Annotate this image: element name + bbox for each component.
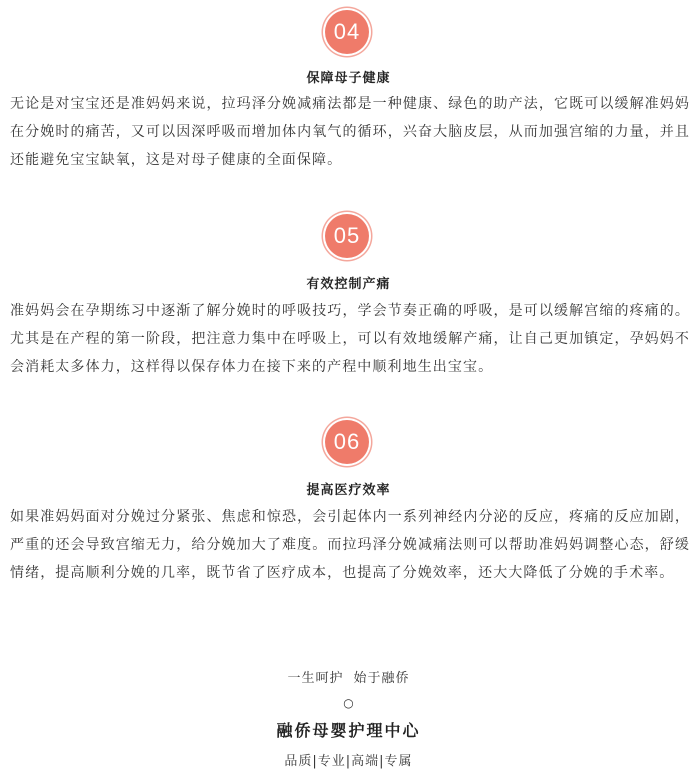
section-number: 05: [333, 223, 361, 248]
section-body: 如果准妈妈面对分娩过分紧张、焦虑和惊恐，会引起体内一系列神经内分泌的反应，疼痛的反应加剧，严重的还会导致宫缩无力，给分娩加大了难度。而拉玛泽分娩减痛法则可以帮助准妈妈调整心态，舒缓情绪，提高顺利分娩的几率，既节省了医疗成本，也提高了分娩效率，还大大降低了分娩的手术率。: [10, 509, 690, 581]
slogan-left: 一生呵护: [287, 671, 344, 686]
section-number-badge: [325, 10, 369, 54]
section-title: 保障母子健康: [306, 71, 391, 86]
section-number-badge: [325, 420, 369, 464]
footer-brand: 融侨母婴护理中心: [276, 721, 421, 740]
section-number-badge: [325, 214, 369, 258]
section-title: 提高医疗效率: [306, 483, 391, 498]
slogan-right: 始于融侨: [353, 671, 410, 686]
footer-separator: ○: [343, 696, 354, 710]
section-number: 06: [333, 429, 361, 454]
section-number: 04: [333, 19, 361, 44]
section-body: 准妈妈会在孕期练习中逐渐了解分娩时的呼吸技巧，学会节奏正确的呼吸，是可以缓解宫缩的疼痛的。尤其是在产程的第一阶段，把注意力集中在呼吸上，可以有效地缓解产痛，让自己更加镇定，孕妈妈不会消耗太多体力，这样得以保存体力在接下来的产程中顺利地生出宝宝。: [10, 303, 690, 375]
section-body: 无论是对宝宝还是准妈妈来说，拉玛泽分娩减痛法都是一种健康、绿色的助产法，它既可以缓解准妈妈在分娩时的痛苦，又可以因深呼吸而增加体内氧气的循环，兴奋大脑皮层，从而加强宫缩的力量，并且还能避免宝宝缺氧，这是对母子健康的全面保障。: [10, 96, 690, 168]
section-title: 有效控制产痛: [306, 277, 391, 292]
footer-tagline: 品质|专业|高端|专属: [284, 754, 413, 769]
footer-slogan: [0, 667, 697, 686]
